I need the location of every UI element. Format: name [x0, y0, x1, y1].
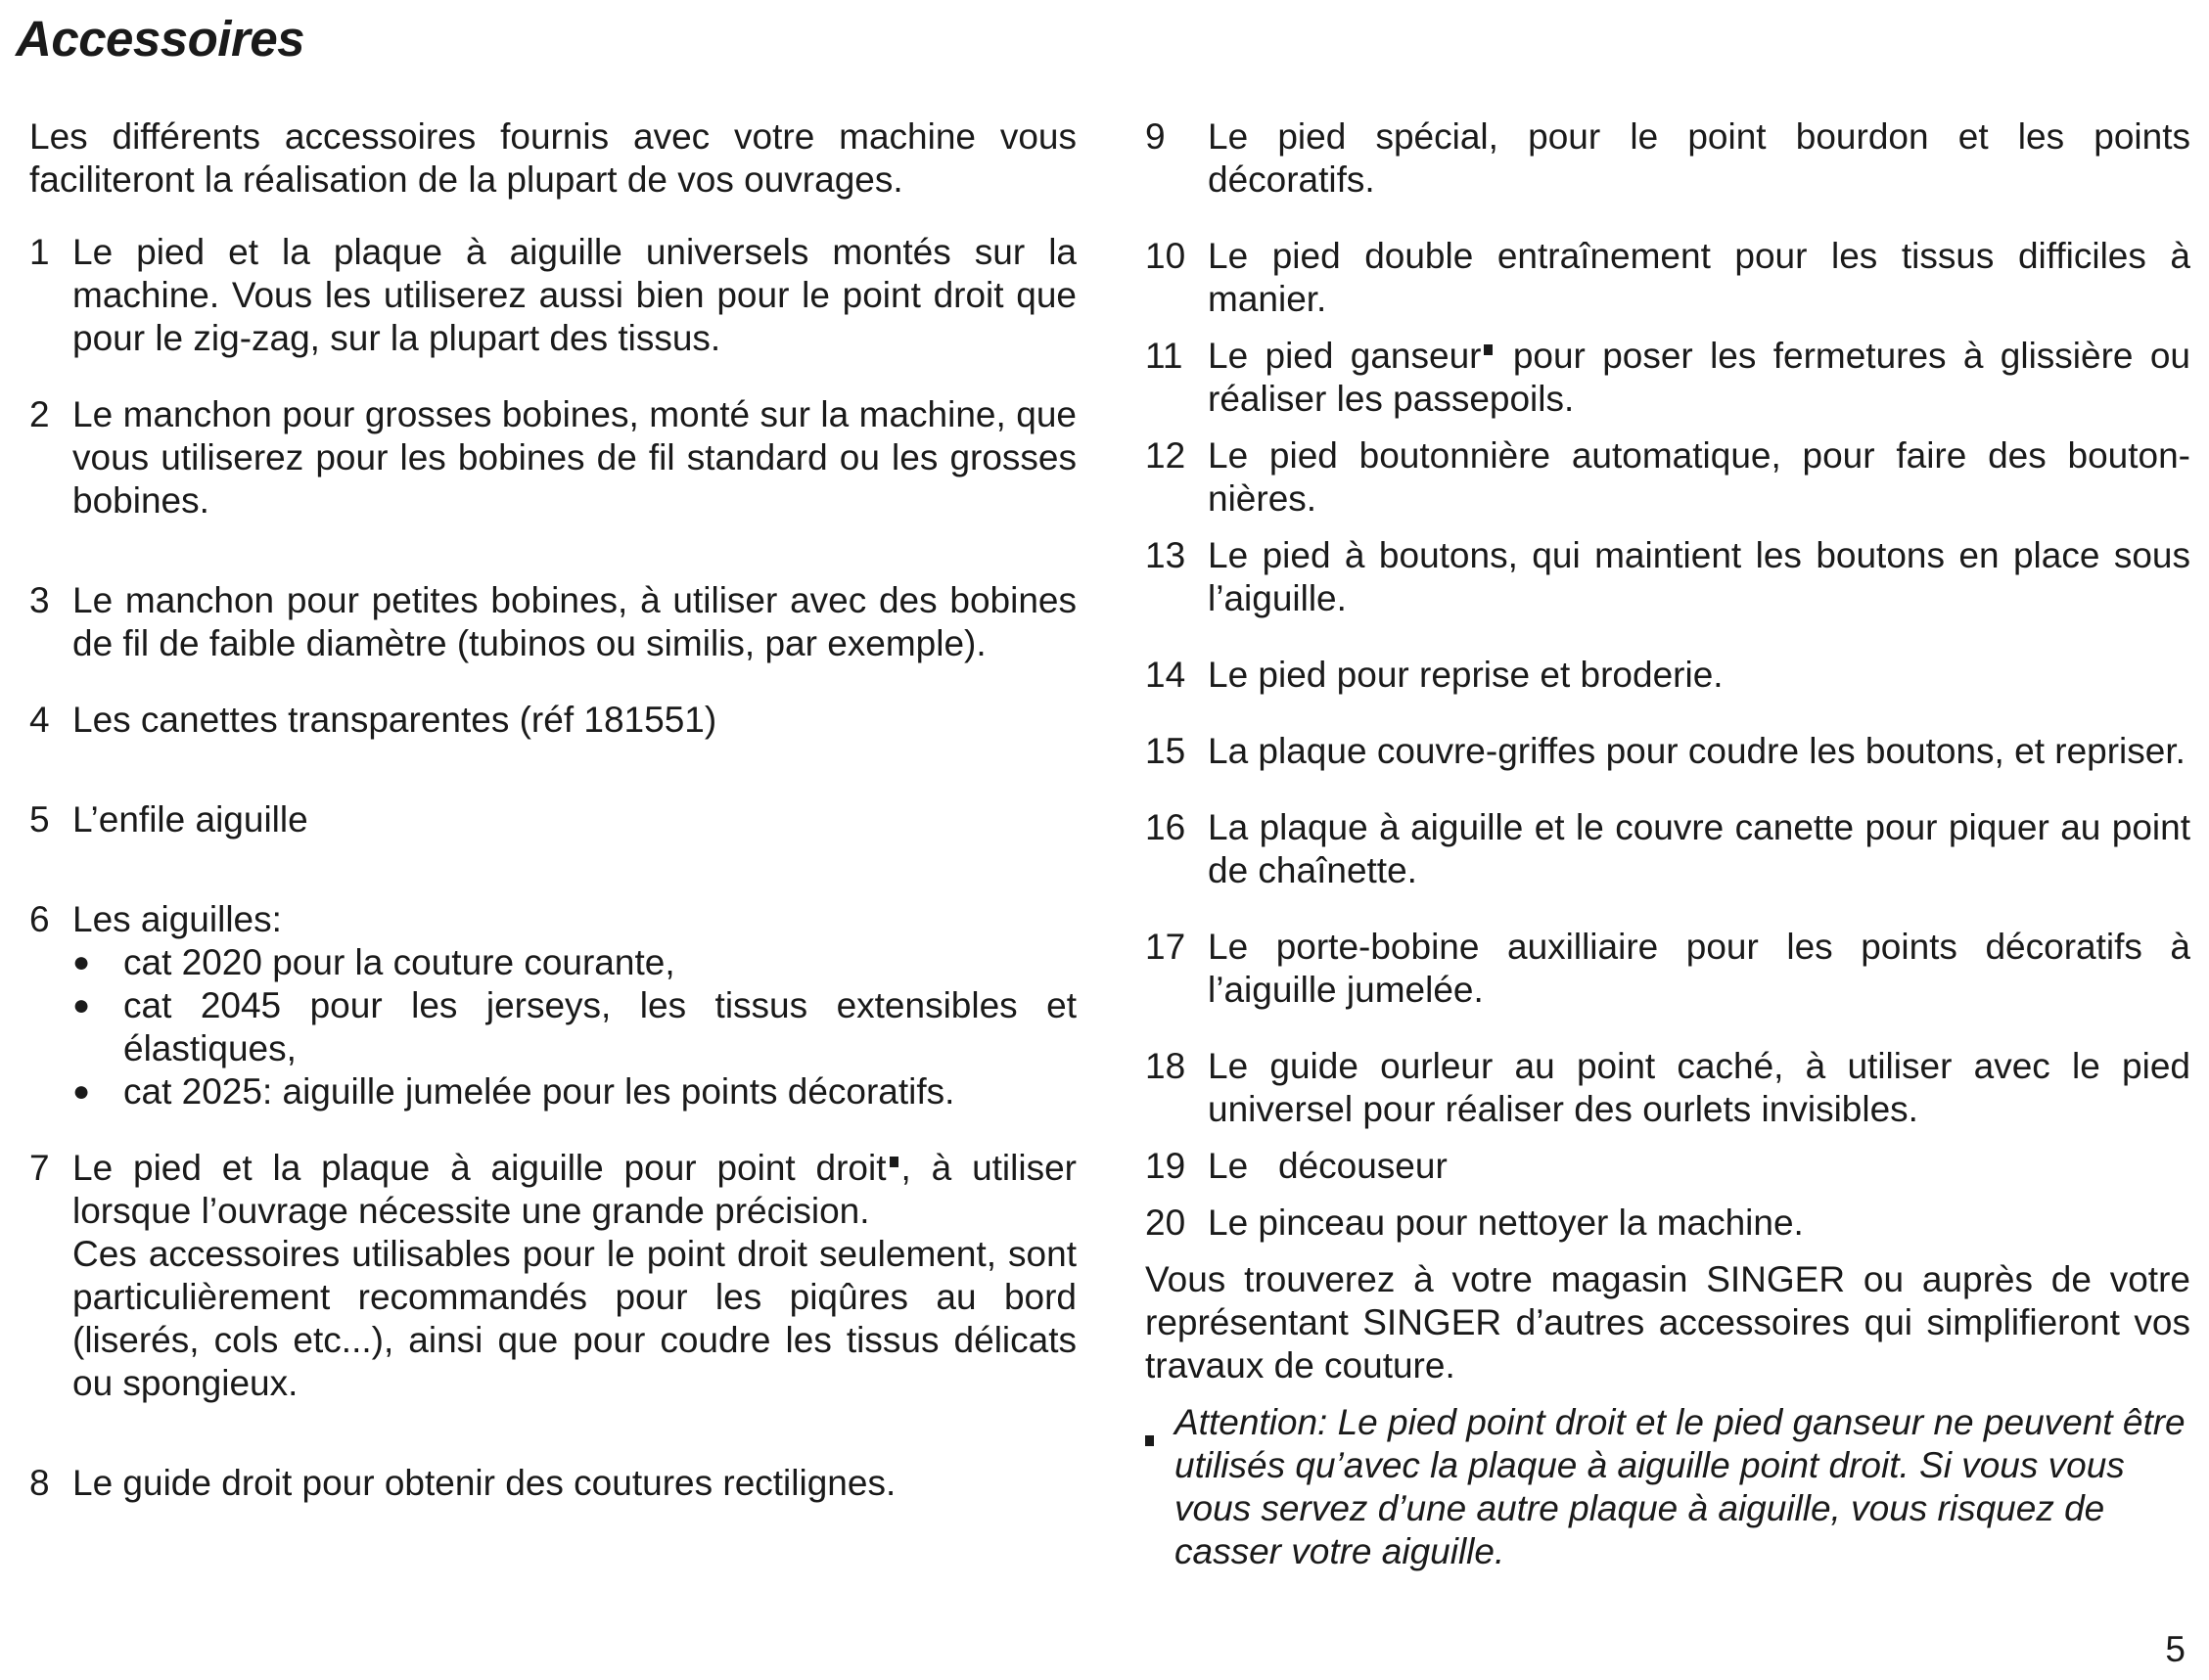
list-item	[72, 984, 1077, 1070]
accessory-item-13	[1145, 534, 2190, 620]
item-text: Le manchon pour petites bobines, à utiliser avec des bobines de fil de faible diamètre (tubinos ou similis, par exemple).	[72, 580, 1077, 663]
item-text	[1208, 335, 2190, 421]
item-number: 14	[1145, 655, 1186, 695]
item-number: 6	[29, 899, 50, 939]
item-text: L’enfile aiguille	[72, 799, 308, 840]
item-number: 3	[29, 580, 50, 620]
footnote-square-icon	[1145, 1401, 1174, 1456]
item-text: Le manchon pour grosses bobines, monté sur la machine, que vous utiliserez pour les bobines de fil standard ou les grosses bobines.	[72, 394, 1077, 521]
bullet-icon: ●	[72, 946, 91, 978]
item-text: Le porte-bobine auxilliaire pour les points décoratifs à l’aiguille jumelée.	[1208, 927, 2190, 1010]
needle-list	[72, 941, 1077, 1113]
item-number: 18	[1145, 1046, 1186, 1086]
closing-paragraph: Vous trouverez à votre magasin SINGER ou auprès de votre représentant SINGER d’autres accessoires qui simplifieront vos travaux de couture.	[1145, 1259, 2190, 1385]
item-text: Le guide ourleur au point caché, à utiliser avec le pied universel pour réaliser des ourlets invisibles.	[1208, 1046, 2190, 1129]
accessory-item-17	[1145, 926, 2190, 1012]
attention-note-text: Attention: Le pied point droit et le pied ganseur ne peuvent être utilisés qu’avec la plaque à aiguille point droit. Si vous vous vous servez d’une autre plaque à aiguille, vous risquez de casser votre aiguille.	[1174, 1402, 2186, 1571]
item-number: 9	[1145, 116, 1166, 157]
item-text: Le pied et la plaque à aiguille universels montés sur la machine. Vous les utiliserez aussi bien pour le point droit que pour le zig-zag, sur la plupart des tissus.	[72, 232, 1077, 358]
right-column	[1145, 115, 2190, 1573]
item-text: Les canettes transparentes (réf 181551)	[72, 700, 717, 740]
item-number: 10	[1145, 236, 1186, 276]
bullet-icon: ●	[72, 1075, 91, 1108]
item-extra-text: Ces accessoires utilisables pour le point droit seulement, sont particulièrement recommandés pour les piqûres au bord (liserés, cols etc...), ainsi que pour coudre les tissus délicats ou spongieux.	[72, 1234, 1077, 1403]
footnote-square-icon	[1484, 344, 1493, 355]
intro-paragraph: Les différents accessoires fournis avec votre machine vous faciliteront la réalisation de la plupart de vos ouvrages.	[29, 116, 1077, 200]
accessory-item-14	[1145, 654, 2190, 697]
accessory-item-16	[1145, 806, 2190, 892]
item-body	[72, 1147, 1077, 1405]
item-number: 11	[1145, 336, 1183, 376]
item-number: 5	[29, 799, 50, 840]
item-text-part: pour poser les fermetures à glissière ou réaliser les passepoils.	[1208, 336, 2190, 419]
item-text: Le pinceau pour nettoyer la machine.	[1208, 1203, 1804, 1243]
item-text-part: , à utiliser lorsque l’ouvrage nécessite une grande précision.	[72, 1148, 1077, 1231]
item-text: Le pied spécial, pour le point bourdon et les points décoratifs.	[1208, 116, 2190, 200]
accessory-item-3	[29, 579, 1077, 665]
list-item-text: cat 2045 pour les jerseys, les tissus extensibles et élastiques,	[123, 985, 1077, 1068]
accessory-item-7	[29, 1147, 1077, 1405]
item-number: 15	[1145, 731, 1186, 771]
accessory-item-11	[1145, 335, 2190, 421]
item-text: La plaque couvre-griffes pour coudre les boutons, et repriser.	[1208, 731, 2186, 771]
accessory-item-12	[1145, 434, 2190, 521]
item-number: 8	[29, 1463, 50, 1503]
item-number: 17	[1145, 927, 1186, 967]
accessory-item-9	[1145, 115, 2190, 202]
list-item-text: cat 2020 pour la couture courante,	[123, 942, 675, 982]
item-number: 16	[1145, 807, 1186, 847]
item-text: Le pied à boutons, qui maintient les boutons en place sous l’aiguille.	[1208, 535, 2190, 618]
accessory-item-2	[29, 393, 1077, 522]
item-text: Le pied boutonnière automatique, pour faire des bouton-nières.	[1208, 435, 2190, 519]
accessory-item-8	[29, 1462, 1077, 1505]
page-number: 5	[2165, 1629, 2186, 1669]
item-body	[72, 898, 1077, 1113]
left-column	[29, 115, 1077, 1538]
item-text: Le pied double entraînement pour les tissus difficiles à manier.	[1208, 236, 2190, 319]
item-number: 1	[29, 232, 50, 272]
accessory-item-19	[1145, 1145, 2190, 1188]
accessory-item-6	[29, 898, 1077, 1113]
list-item	[72, 941, 1077, 984]
item-text: La plaque à aiguille et le couvre canette pour piquer au point de chaînette.	[1208, 807, 2190, 890]
item-number: 4	[29, 700, 50, 740]
accessory-item-4	[29, 699, 1077, 742]
list-item	[72, 1070, 1077, 1113]
accessory-item-18	[1145, 1045, 2190, 1131]
item-number: 12	[1145, 435, 1186, 476]
bullet-icon: ●	[72, 989, 91, 1022]
item-number: 19	[1145, 1146, 1186, 1186]
footnote-square-icon	[890, 1157, 898, 1167]
item-text-part: Le pied ganseur	[1208, 336, 1482, 376]
item-text: Les aiguilles:	[72, 899, 282, 939]
accessory-item-10	[1145, 235, 2190, 321]
accessory-item-20	[1145, 1202, 2190, 1245]
accessory-item-1	[29, 231, 1077, 360]
item-number: 20	[1145, 1203, 1186, 1243]
page-title: Accessoires	[16, 11, 305, 67]
item-number: 13	[1145, 535, 1186, 575]
list-item-text: cat 2025: aiguille jumelée pour les points décoratifs.	[123, 1071, 955, 1112]
item-number: 7	[29, 1148, 50, 1188]
item-text-part: Le pied et la plaque à aiguille pour point droit	[72, 1148, 887, 1188]
attention-note	[1145, 1401, 2190, 1573]
item-text: Le guide droit pour obtenir des coutures rectilignes.	[72, 1463, 897, 1503]
item-text	[72, 1147, 1077, 1233]
accessory-item-5	[29, 798, 1077, 841]
item-number: 2	[29, 394, 50, 434]
item-text: Le pied pour reprise et broderie.	[1208, 655, 1724, 695]
item-text: Le découseur	[1208, 1146, 1448, 1186]
accessory-item-15	[1145, 730, 2190, 773]
